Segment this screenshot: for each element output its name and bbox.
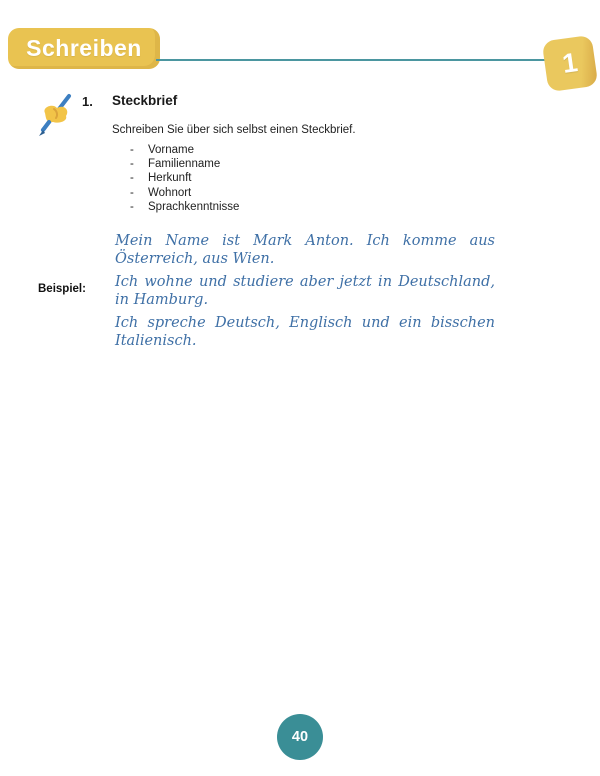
- example-paragraph: Mein Name ist Mark Anton. Ich komme aus Österreich, aus Wien.: [115, 233, 495, 267]
- section-badge: [8, 28, 160, 69]
- exercise-number: 1.: [82, 94, 93, 109]
- list-item: - Herkunft: [130, 171, 239, 185]
- criteria-list: [130, 143, 239, 214]
- example-handwriting-block: [115, 233, 495, 356]
- header-rule: [156, 59, 552, 61]
- example-label: Beispiel:: [38, 283, 86, 295]
- example-paragraph: Ich wohne und studiere aber jetzt in Deutschland, in Hamburg.: [115, 274, 495, 308]
- example-paragraph: Ich spreche Deutsch, Englisch und ein bisschen Italienisch.: [115, 315, 495, 349]
- exercise-title: Steckbrief: [112, 93, 178, 108]
- list-item: - Wohnort: [130, 186, 239, 200]
- list-item: - Vorname: [130, 143, 239, 157]
- chapter-badge: [542, 35, 599, 92]
- writing-hand-icon: [32, 91, 78, 139]
- exercise-instruction: Schreiben Sie über sich selbst einen Steckbrief.: [112, 124, 356, 136]
- list-item: - Sprachkenntnisse: [130, 200, 239, 214]
- page-number: 40: [291, 729, 309, 745]
- page-number-badge: [277, 714, 323, 760]
- chapter-number: 1: [560, 47, 580, 79]
- list-item: - Familienname: [130, 157, 239, 171]
- section-label: Schreiben: [26, 35, 142, 61]
